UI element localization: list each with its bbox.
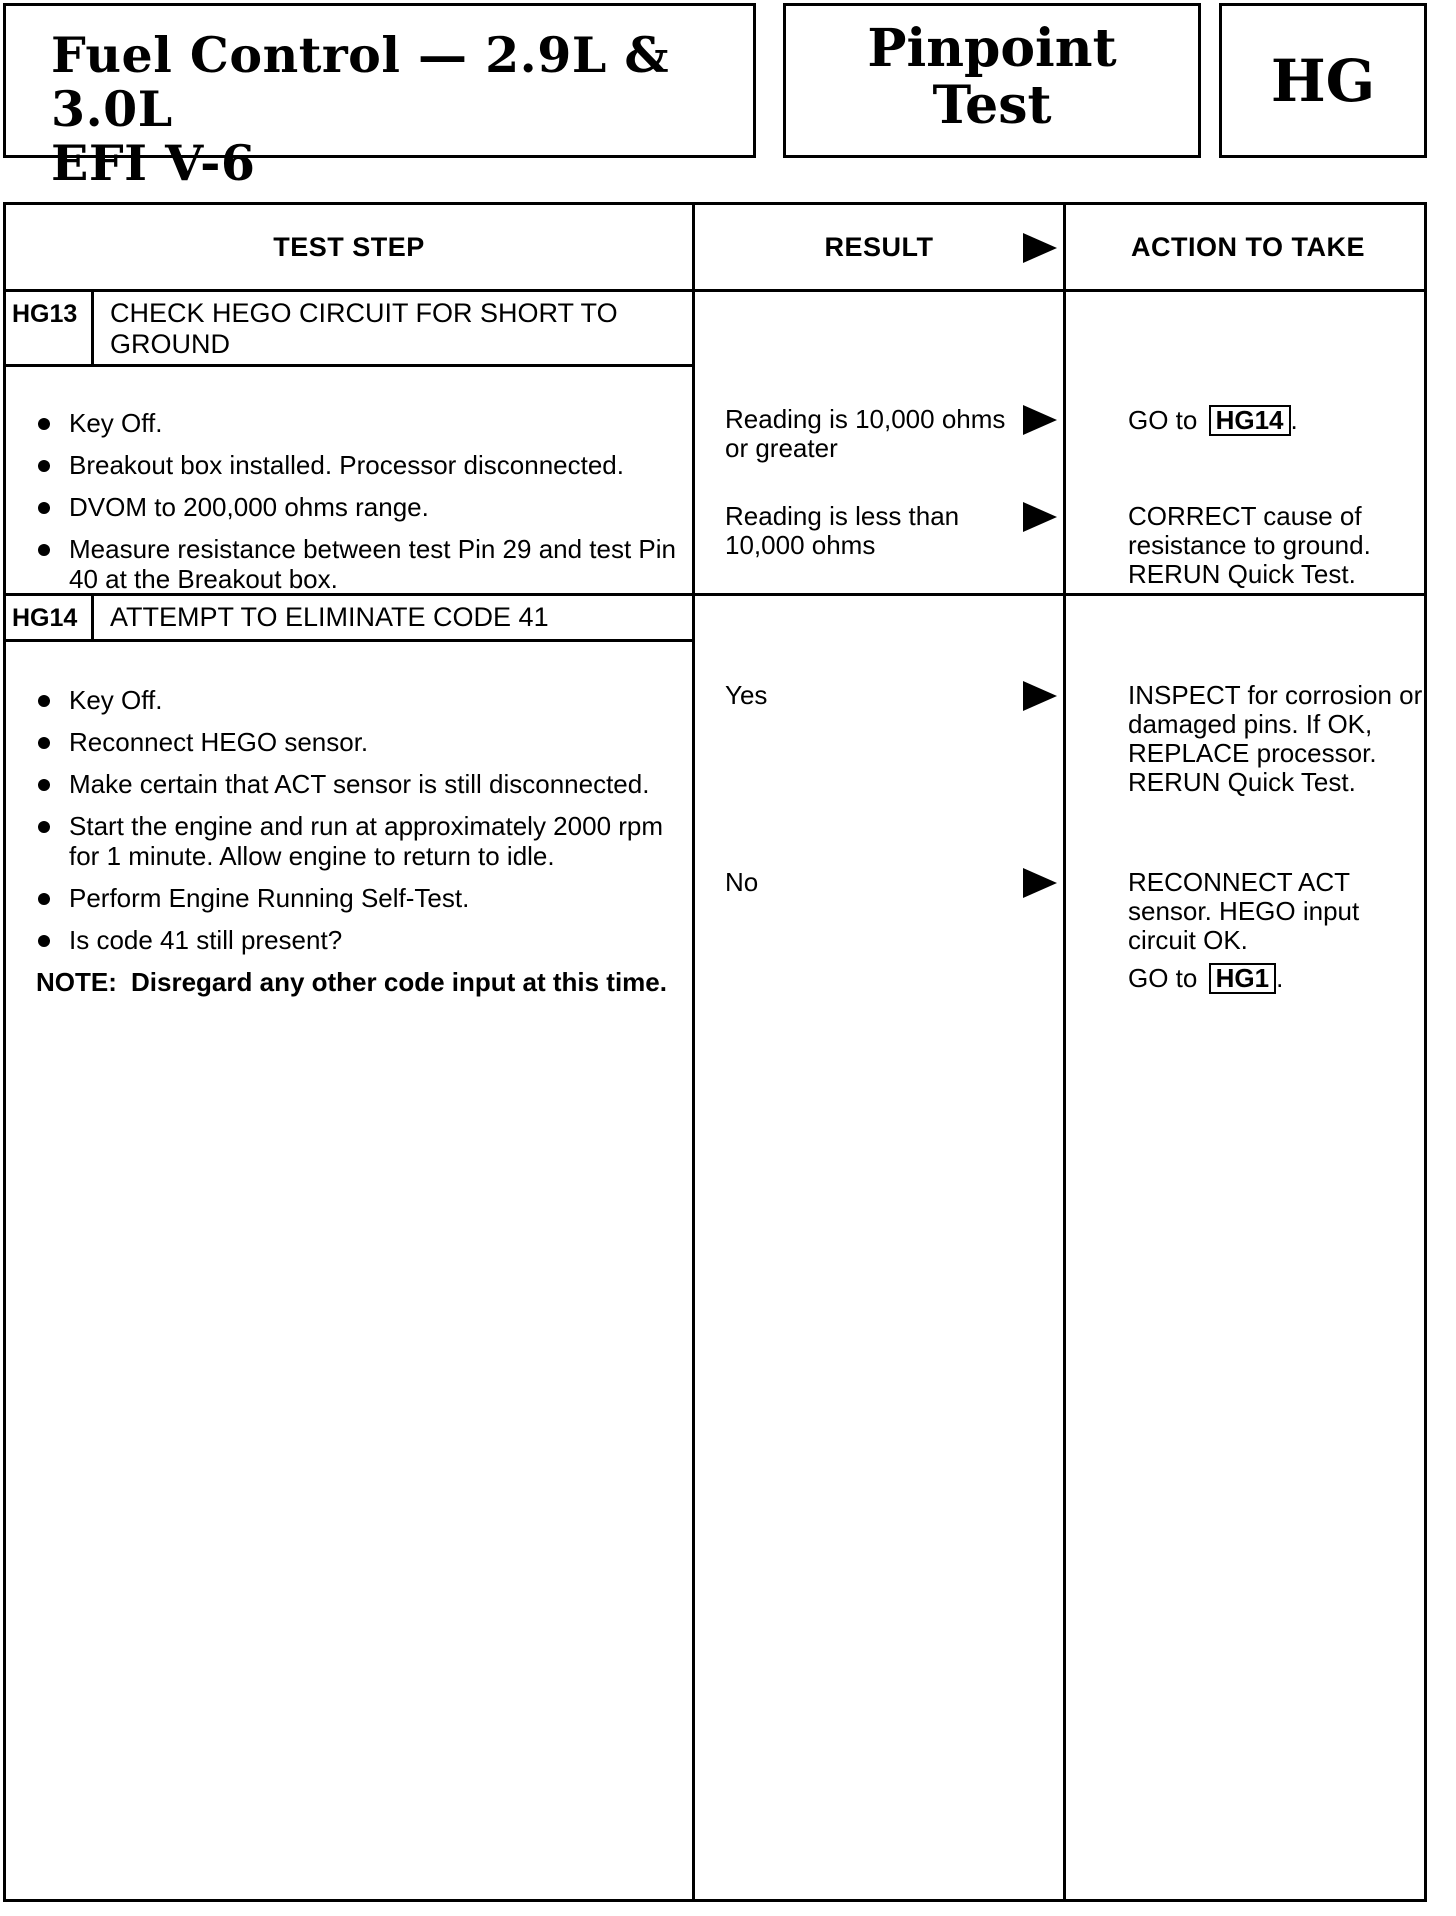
action-text: INSPECT for corrosion or damaged pins. If OK, REPLACE processor. RERUN Quick Test.	[1128, 680, 1423, 797]
instruction-item: Make certain that ACT sensor is still disconnected.	[36, 769, 686, 799]
test-code-box	[1219, 3, 1427, 158]
action-line: RECONNECT ACT sensor. HEGO input circuit OK.	[1128, 867, 1360, 955]
action-suffix: .	[1290, 405, 1298, 435]
step-header-hg14	[6, 596, 692, 642]
column-header-action: ACTION TO TAKE	[1131, 231, 1365, 262]
result-text: No	[725, 867, 759, 897]
arrow-right-icon	[1023, 502, 1057, 532]
action-prefix: GO to	[1128, 963, 1198, 993]
result-text: Yes	[725, 680, 768, 710]
action-goto	[1128, 963, 1428, 994]
step-title: ATTEMPT TO ELIMINATE CODE 41	[110, 602, 549, 632]
instruction-item: Key Off.	[36, 685, 686, 715]
column-divider-2	[1063, 205, 1066, 1899]
note-text: Disregard any other code input at this time.	[131, 967, 667, 997]
test-type-line-2: Test	[932, 75, 1052, 136]
action-text	[1128, 405, 1428, 436]
instruction-item: Start the engine and run at approximately 2000 rpm for 1 minute. Allow engine to return to idle.	[36, 811, 686, 871]
pinpoint-test-table	[3, 202, 1427, 1902]
arrow-right-icon	[1023, 681, 1057, 711]
instruction-item: Breakout box installed. Processor disconnected.	[36, 450, 686, 480]
step-note	[36, 967, 686, 997]
column-divider-1	[692, 205, 695, 1899]
instruction-item: Is code 41 still present?	[36, 925, 686, 955]
column-header-test-step: TEST STEP	[273, 231, 425, 262]
step-title: CHECK HEGO CIRCUIT FOR SHORT TO GROUND	[110, 298, 618, 359]
column-header-result	[695, 205, 1063, 289]
step-code: HG13	[6, 292, 94, 364]
test-type-box	[783, 3, 1201, 158]
instruction-item: Measure resistance between test Pin 29 and test Pin 40 at the Breakout box.	[36, 534, 686, 594]
arrow-right-icon	[1023, 868, 1057, 898]
instruction-item: DVOM to 200,000 ohms range.	[36, 492, 686, 522]
step-header-hg13	[6, 292, 692, 367]
column-header-result-label: RESULT	[824, 231, 934, 262]
page-title-line-2: EFI V-6	[51, 134, 256, 192]
instruction-item: Reconnect HEGO sensor.	[36, 727, 686, 757]
step-instructions-hg13	[36, 408, 686, 606]
action-suffix: .	[1276, 963, 1284, 993]
test-code: HG	[1270, 46, 1376, 115]
instruction-item: Perform Engine Running Self-Test.	[36, 883, 686, 913]
instruction-item: Key Off.	[36, 408, 686, 438]
page-title-line-1: Fuel Control — 2.9L & 3.0L	[51, 26, 670, 138]
arrow-right-icon	[1023, 233, 1057, 263]
action-prefix: GO to	[1128, 405, 1198, 435]
step-reference-hg14[interactable]: HG14	[1209, 405, 1291, 436]
result-text: Reading is 10,000 ohms or greater	[725, 404, 1006, 463]
arrow-right-icon	[1023, 405, 1057, 435]
step-instructions-hg14	[36, 685, 686, 997]
note-label: NOTE:	[36, 967, 117, 997]
action-text	[1128, 868, 1428, 994]
step-reference-hg1[interactable]: HG1	[1209, 963, 1276, 994]
test-type-line-1: Pinpoint	[867, 18, 1117, 79]
action-text: CORRECT cause of resistance to ground. RERUN Quick Test.	[1128, 501, 1371, 589]
step-code: HG14	[6, 596, 94, 639]
title-box	[3, 3, 756, 192]
result-text: Reading is less than 10,000 ohms	[725, 501, 960, 560]
